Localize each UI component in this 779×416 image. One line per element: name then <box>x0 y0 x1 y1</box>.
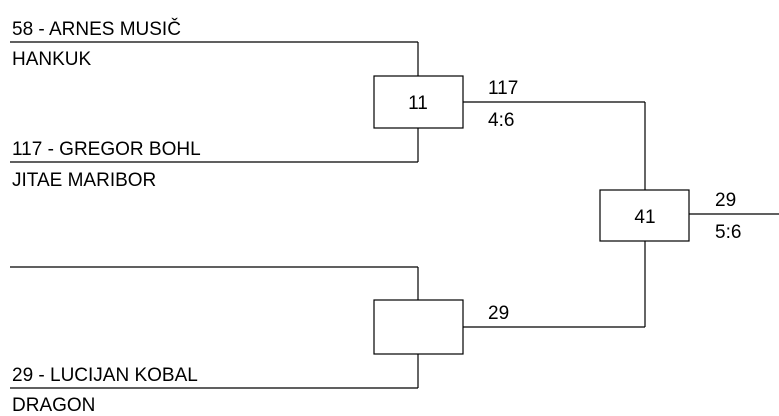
match-box <box>374 300 463 354</box>
match-winner: 117 <box>488 78 519 99</box>
match-winner: 29 <box>715 190 737 211</box>
match-number: 11 <box>408 93 428 114</box>
match-winner: 29 <box>488 303 510 324</box>
player-club: DRAGON <box>12 395 96 416</box>
player-name: 117 - GREGOR BOHL <box>12 139 201 160</box>
player-name: 58 - ARNES MUSIČ <box>12 19 181 40</box>
player-name: 29 - LUCIJAN KOBAL <box>12 365 198 386</box>
player-club: JITAE MARIBOR <box>12 170 157 191</box>
match-score: 5:6 <box>715 222 742 243</box>
match-number: 41 <box>634 207 656 228</box>
player-club: HANKUK <box>12 49 92 70</box>
match-score: 4:6 <box>488 110 515 131</box>
